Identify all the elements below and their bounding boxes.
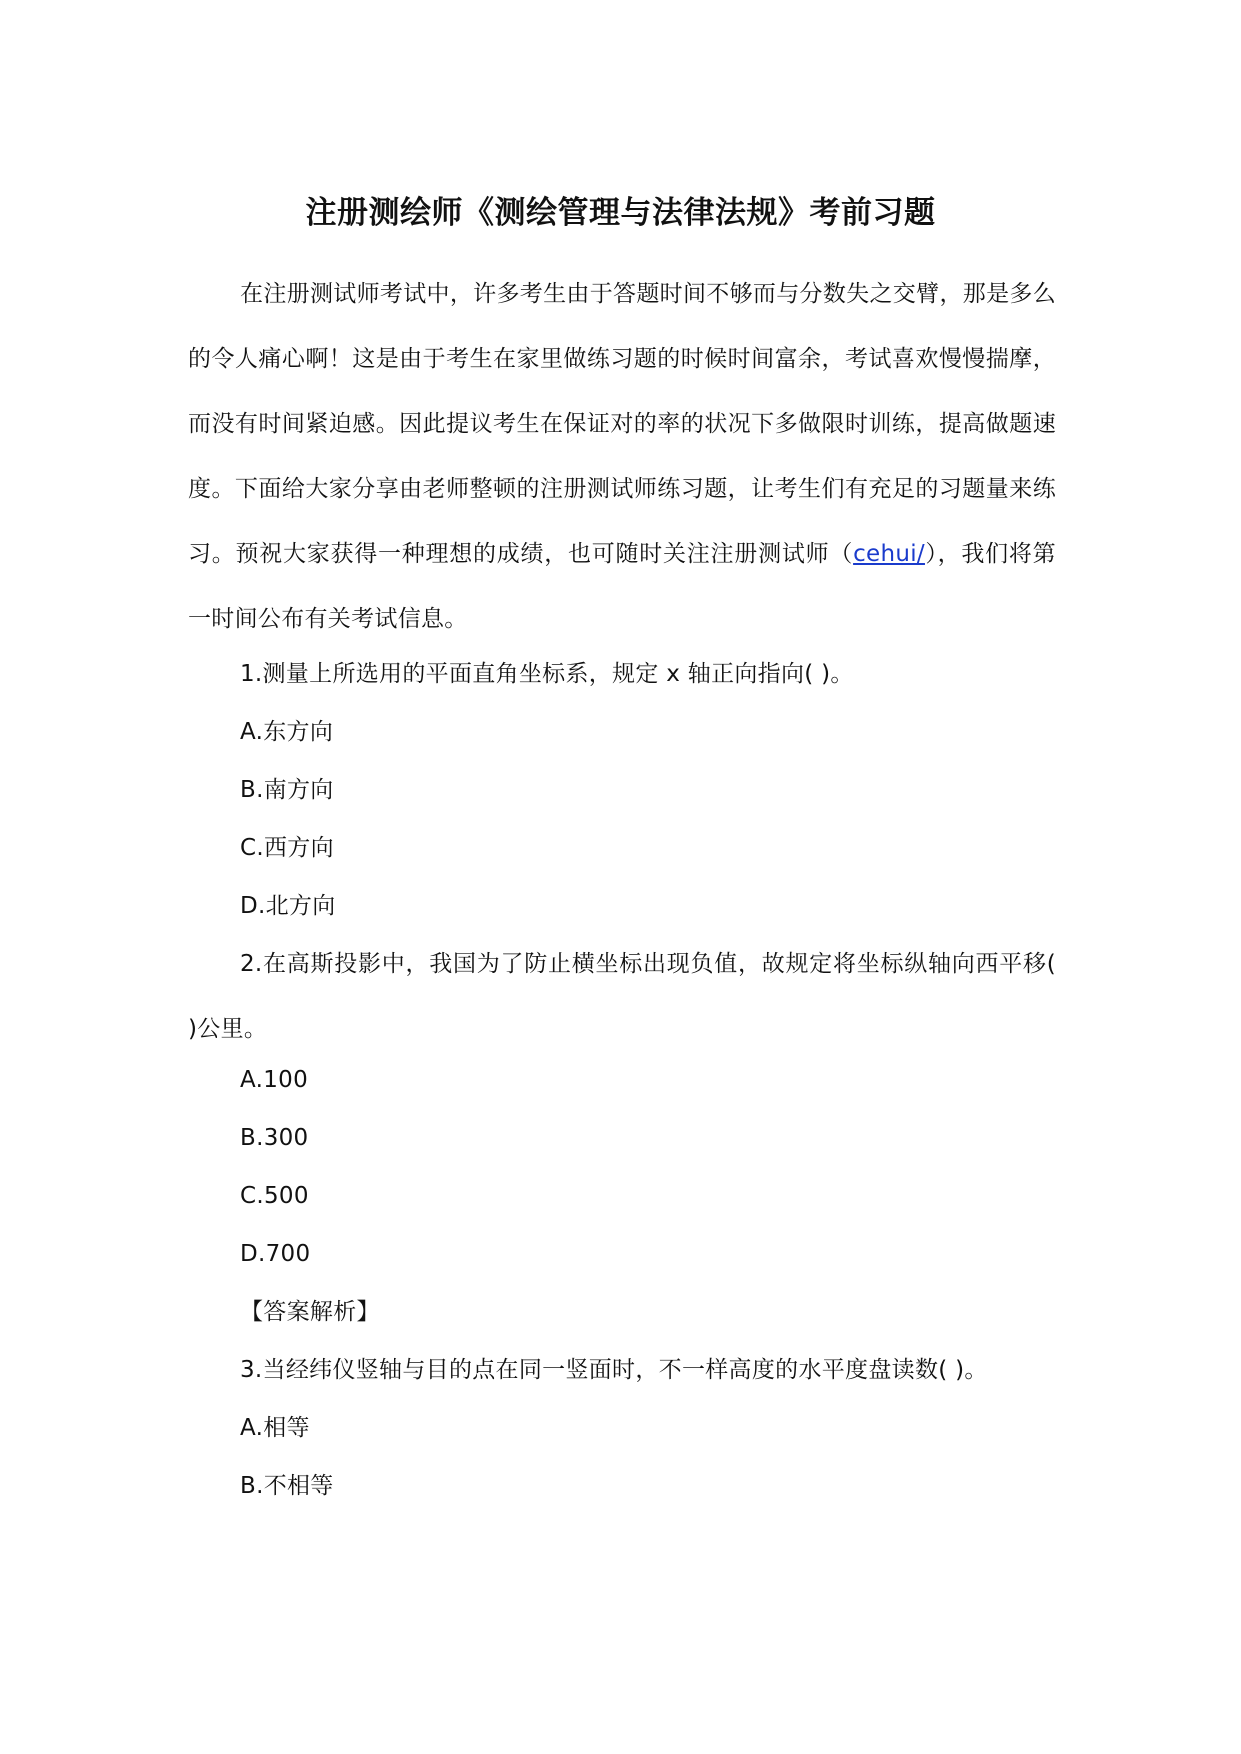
question-option: D.北方向 [240, 893, 336, 919]
question-stem: 1.测量上所选用的平面直角坐标系，规定 x 轴正向指向( )。 [240, 661, 854, 687]
question-option: A.相等 [240, 1415, 310, 1441]
question-stem: 2.在高斯投影中，我国为了防止横坐标出现负值，故规定将坐标纵轴向西平移( )公里。 [188, 951, 1056, 1042]
intro-paragraph [188, 262, 1056, 652]
question-option: D.700 [240, 1241, 311, 1267]
intro-text-end: ），我们将第一时间公布有关考试信息。 [188, 541, 1056, 632]
question-stem: 3.当经纬仪竖轴与目的点在同一竖面时，不一样高度的水平度盘读数( )。 [240, 1357, 988, 1383]
question-option: C.500 [240, 1183, 309, 1209]
question-option: B.300 [240, 1125, 309, 1151]
question-option: C.西方向 [240, 835, 334, 861]
question-option: B.南方向 [240, 777, 334, 803]
intro-link[interactable]: cehui/ [853, 541, 925, 567]
document-title: 注册测绘师《测绘管理与法律法规》考前习题 [305, 195, 936, 231]
question-option: B.不相等 [240, 1473, 334, 1499]
question-option: A.东方向 [240, 719, 334, 745]
answer-analysis-label: 【答案解析】 [240, 1299, 380, 1325]
question-option: A.100 [240, 1067, 309, 1093]
intro-text: 在注册测试师考试中，许多考生由于答题时间不够而与分数失之交臂，那是多么的令人痛心啊！这是由于考生在家里做练习题的时候时间富余，考试喜欢慢慢揣摩，而没有时间紧迫感。因此提议考生在保证对的率的状况下多做限时训练，提高做题速度。下面给大家分享由老师整顿的注册测试师练习题，让考生们有充足的习题量来练习。预祝大家获得一种理想的成绩，也可随时关注注册测试师（ [188, 281, 1056, 567]
